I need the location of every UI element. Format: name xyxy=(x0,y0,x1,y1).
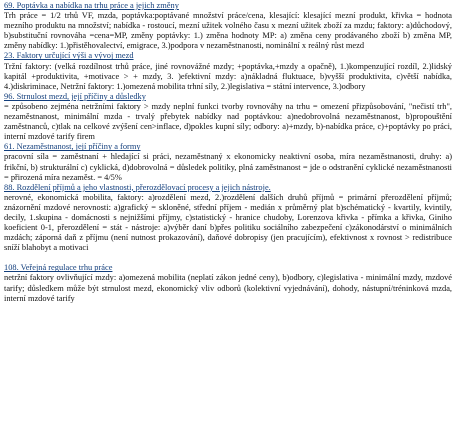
section-88 xyxy=(4,183,452,254)
section-heading: 96. Strnulost mezd, její příčiny a důsledky xyxy=(4,91,146,101)
section-23 xyxy=(4,51,452,91)
section-heading: 88. Rozdělení příjmů a jeho vlastnosti, přerozdělovací procesy a jejich nástroje. xyxy=(4,182,271,192)
section-heading: 23. Faktory určující výši a vývoj mezd xyxy=(4,51,134,61)
section-61 xyxy=(4,142,452,182)
section-heading: 108. Veřejná regulace trhu práce xyxy=(4,263,113,273)
section-body: Tržní faktory: (velká rozdílnost trhů práce, jiné rovnovážné mzdy; +poptávka,+mzdy a opačně), 1.)kompenzující rozdíl, 2.)lidský kapitál +produktivita, +motivace > + mzdy, 3. )efektivní mzdy: a)nákladná fluktuace, b)vyšší produktivita, c)větší nabídka, 4.)diskriminace, Netržní faktory: 1.)omezená mobilita trhní síly, 2.)legislativa = státní intervence, 3.)odbory xyxy=(4,61,452,91)
section-body: netržní faktory ovlivňující mzdy: a)omezená mobilita (neplatí zákon jedné ceny), b)odbory, c)legislativa - minimální mzdy, mzdové tarify; důsledkem může být strnulost mezd, ekonomický vliv odborů (kolektivní vyjednávání), dohody, nástupní/tréninková mzda, interní mzdové tarify xyxy=(4,273,452,303)
section-body: nerovné, ekonomická mobilita, faktory: a)rozdělení mezd, 2.)rozdělení dalších druhů příjmů = primární přerozdělení příjmů; znázornění mzdové nerovnosti: a)grafický = skloněné, střední příjem - medián x průměrný plat b)schématický - kvartily, kvintily, decily, 1.skupina - domácnosti s nejnižšími příjmy, c)statistický - hranice chudoby, Lorenzova křivka - přímka a křivka, Giniho koeficient 0-1, přerozdělení = stát - nástroje: a)výběr daní b)přes politiku sociálního zabezpečení c)zákonodárství o minimálních mzdách; záporná daň z příjmu (není nutnost prokazování), daňové dobropisy (jen pracujícím), efektivnost x rovnost > redistribuce sníží blahobyt a motivaci xyxy=(4,192,452,253)
section-heading: 69. Poptávka a nabídka na trhu práce a jejich změny xyxy=(4,1,179,10)
section-body: Trh práce = 1/2 trhů VF, mzda, poptávka:poptávané množství práce/cena, klesající: klesající mezní produkt, křivka = hodnota mezního produktu na množství; nabídka - rostoucí, mezní užitek volného času x mezní užitek zboží za mzdu; faktory: a)důchodový, b)substituční rovnováha =cena=MP, změny poptávky: 1.) změna hodnoty MP: a) změna ceny prodávaného zboží b) změna MP, změny nabídky: 1.)přistěhovalectví, emigrace, 3.)podpora v nezaměstnanosti, nominální x reálný růst mezd xyxy=(4,11,452,51)
section-body: pracovní síla = zaměstnaní + hledající si práci, nezaměstnaný x ekonomicky neaktivní osoba, míra nezaměstnanosti, druhy: a) frikční, b) strukturální c) cyklická, d)dobrovolná = důsledek politiky, plná zaměstnanost = jde o odstranění cyklické nezaměstnanosti = přirozená míra nezaměst. = 4/5% xyxy=(4,152,452,182)
section-heading: 61. Nezaměstnanost, její příčiny a formy xyxy=(4,142,141,152)
section-69 xyxy=(4,1,452,51)
section-body: = způsobeno zejména netržními faktory > mzdy neplní funkci tvorby rovnováhy na trhu = omezení přizpůsobování, "nečistí trh", nezaměstnanost, minimální mzda - trvalý přebytek nabídky nad poptávkou: a)nedobrovolná nezaměstnanost, b)propouštění zaměstnanců, c)tlak na celkové zvýšení cen>inflace, d)pokles kupní síly; odbory: a)+mzdy, b)-nabídka práce, c)+poptávky po práci, interní mzdové tarify firem xyxy=(4,101,452,142)
section-96 xyxy=(4,92,452,142)
section-108 xyxy=(4,263,452,303)
